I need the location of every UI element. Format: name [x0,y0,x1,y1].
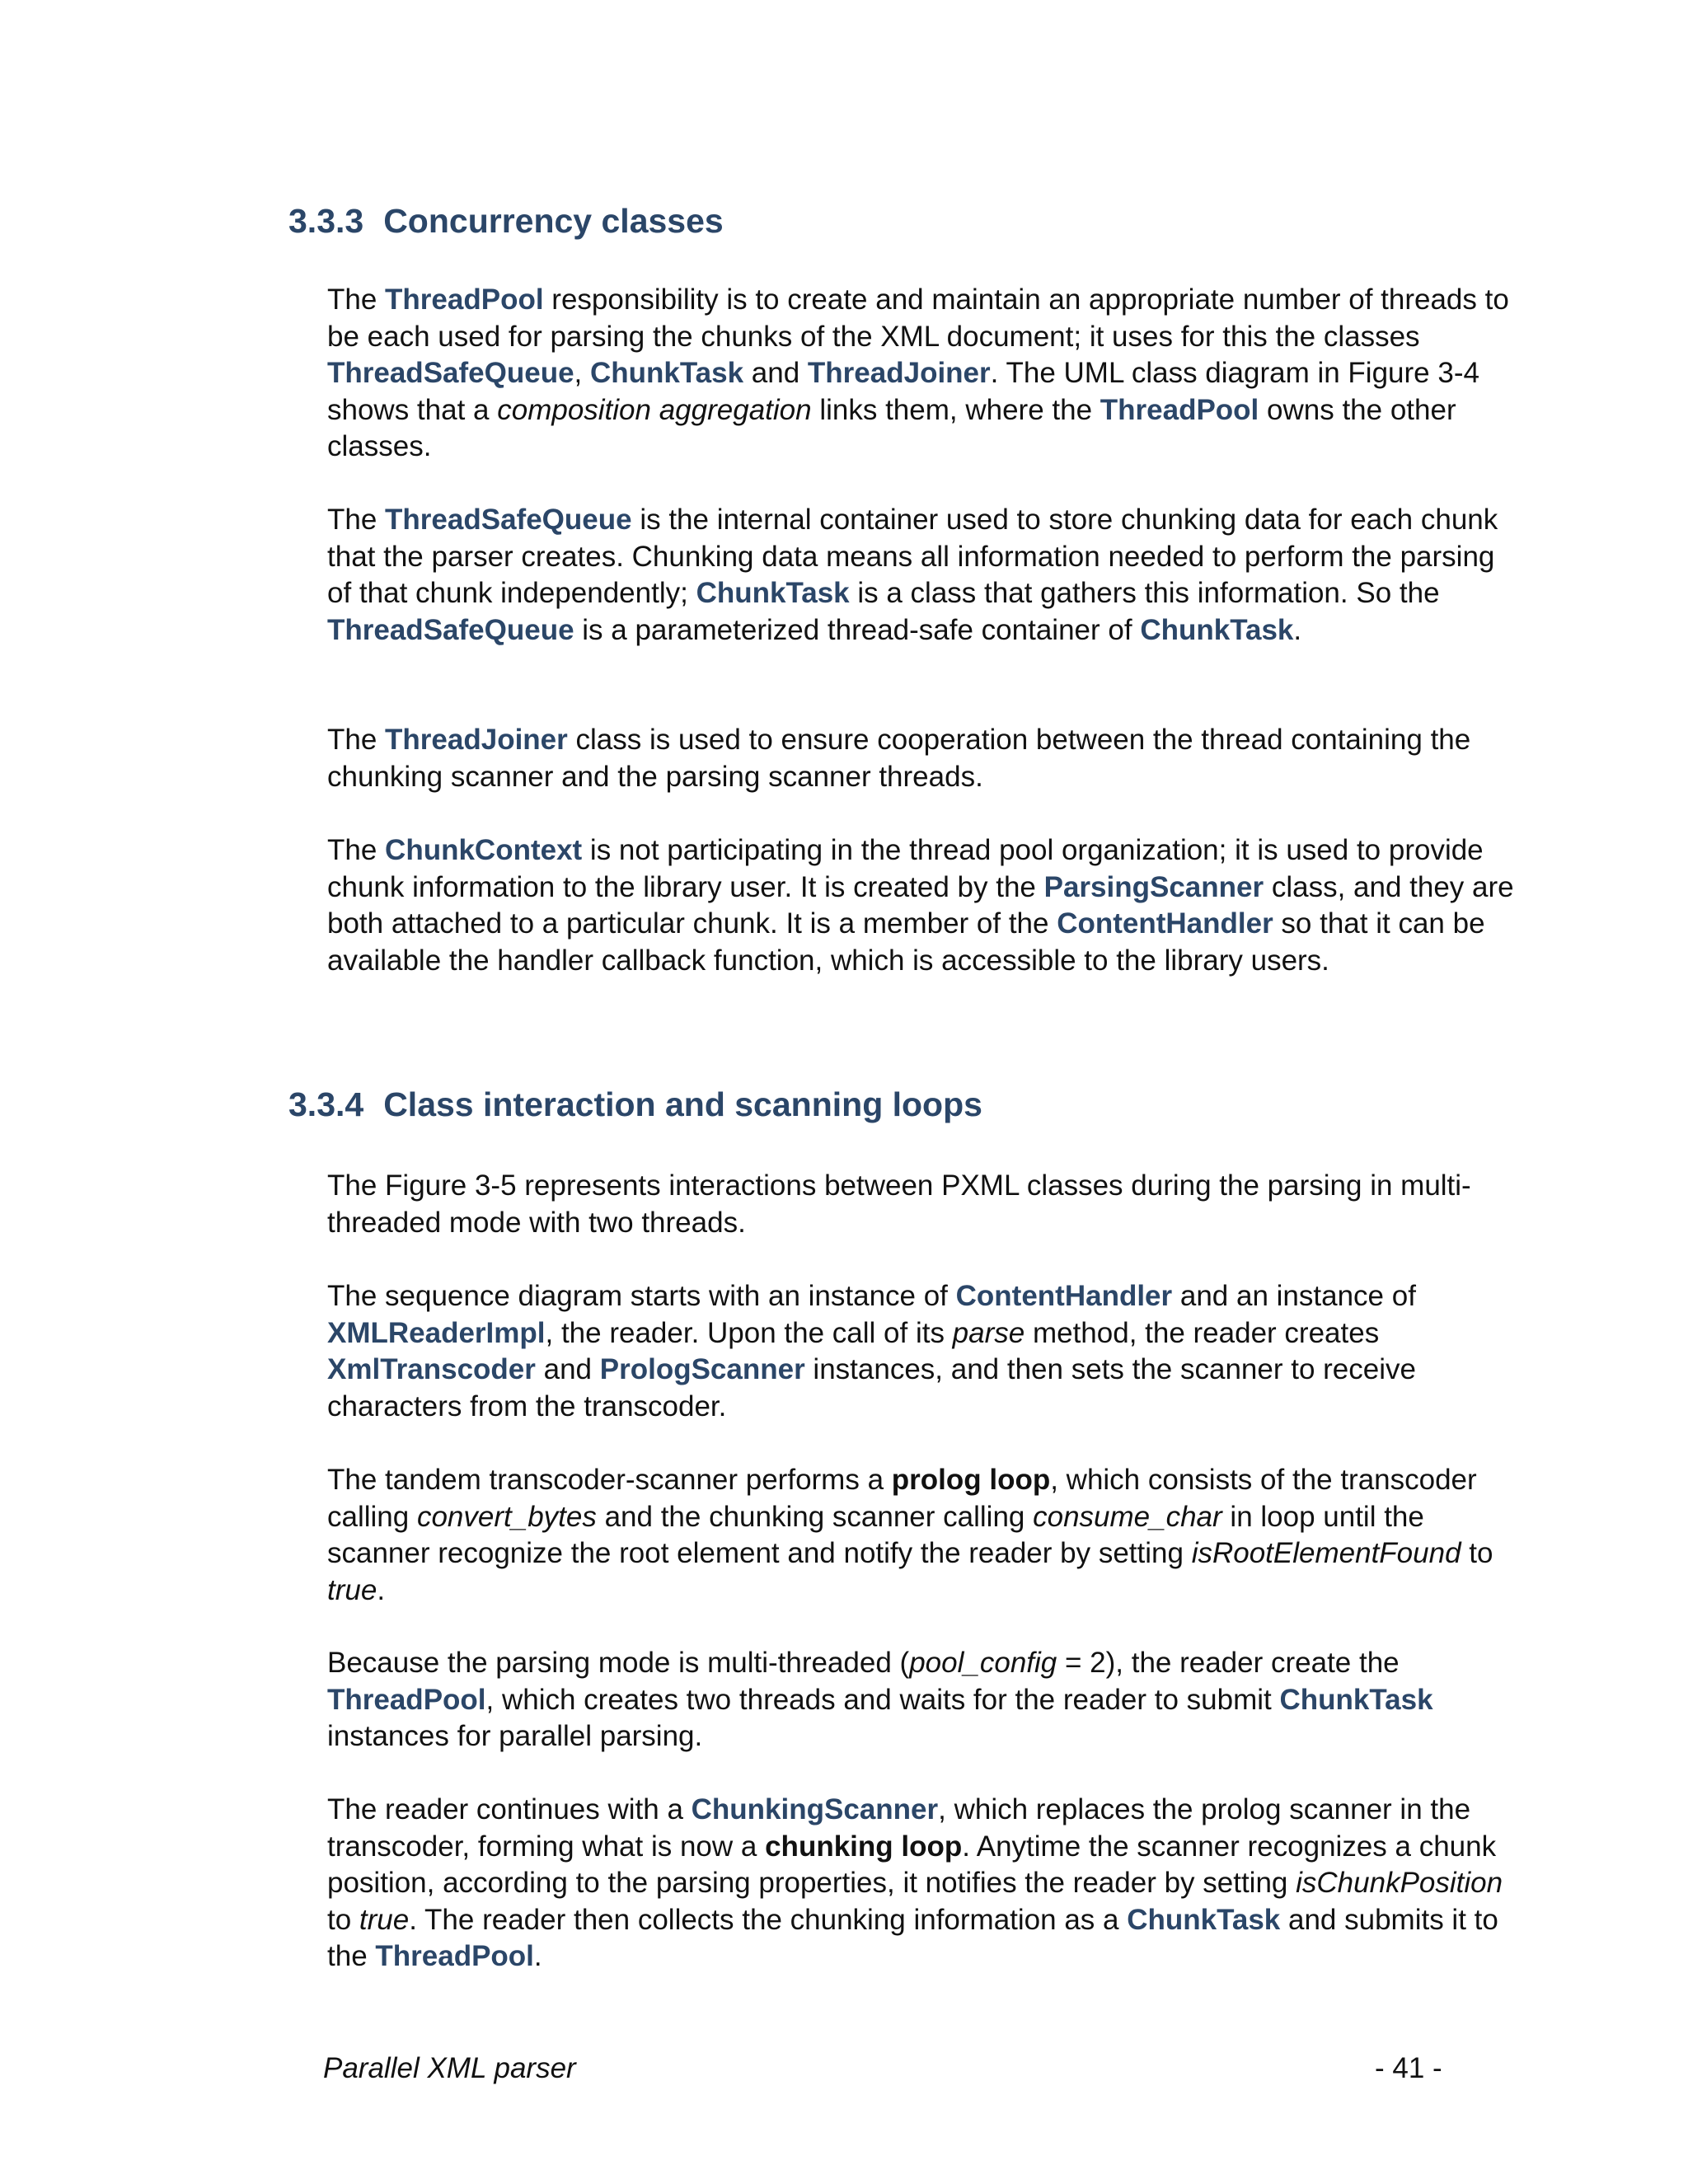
italic-term: true [327,1573,377,1606]
text-run: and submits it to the [327,1903,1498,1972]
class-name-threadpool: ThreadPool [385,284,544,316]
text-run: and [535,1353,600,1385]
text-run: links them, where the [811,393,1100,426]
bold-term: chunking loop [765,1830,963,1863]
text-run: Because the parsing mode is multi-threaded ( [327,1647,910,1679]
paragraph-chunking-loop [327,1792,1522,1975]
text-run: class, and they are both attached to a particular chunk. It is a member of the [327,870,1514,940]
text-run: , which creates two threads and waits for the reader to submit [485,1683,1280,1716]
text-run: The [327,724,386,756]
paragraph-sequence-diagram [327,1278,1522,1425]
text-run: The Figure 3-5 represents interactions between PXML classes during the parsing in multi-threaded mode with two threads. [327,1169,1471,1239]
text-run: is a class that gathers this information. So the [849,577,1440,609]
text-run: so that it can be available the handler callback function, which is accessible to the library users. [327,907,1485,977]
class-name-contenthandler: ContentHandler [1057,907,1273,940]
text-run: , which consists of the transcoder calling [327,1464,1477,1533]
paragraph-threadsafequeue [327,502,1522,649]
class-name-prologscanner: PrologScanner [599,1353,805,1385]
italic-term: consume_char [1033,1500,1222,1533]
class-name-chunktask: ChunkTask [590,357,744,389]
italic-term: isChunkPosition [1296,1867,1503,1899]
class-name-threadjoiner: ThreadJoiner [385,724,568,756]
text-run: The sequence diagram starts with an instance of [327,1280,956,1312]
class-name-xmltranscoder: XmlTranscoder [327,1353,536,1385]
text-run: The reader continues with a [327,1793,692,1825]
paragraph-threadpool [327,282,1522,466]
class-name-chunkcontext: ChunkContext [385,834,583,866]
text-run: The tandem transcoder-scanner performs a [327,1464,892,1496]
paragraph-chunkcontext [327,832,1522,979]
section-heading-concurrency-classes [288,204,724,238]
section-number: 3.3.3 [288,202,364,240]
class-name-contenthandler: ContentHandler [955,1280,1173,1312]
text-run: , [574,357,590,389]
class-name-chunktask: ChunkTask [1127,1903,1281,1936]
class-name-threadpool: ThreadPool [1100,393,1259,426]
text-run: . The reader then collects the chunking information as a [409,1903,1128,1936]
class-name-threadsafequeue: ThreadSafeQueue [327,357,574,389]
section-title: Class interaction and scanning loops [383,1085,982,1123]
section-number: 3.3.4 [288,1085,364,1123]
text-run: is the internal container used to store chunking data for each chunk that the parser creates. Chunking data means all information needed to perform the parsing of that chunk independently; [327,504,1498,609]
italic-term: parse [952,1316,1025,1349]
text-run: The [327,834,386,866]
class-name-chunkingscanner: ChunkingScanner [691,1793,939,1825]
text-run: . [1293,613,1302,646]
class-name-threadpool: ThreadPool [327,1683,486,1716]
italic-term: convert_bytes [416,1500,597,1533]
text-run: owns the other classes. [327,393,1456,462]
italic-term: pool_config [909,1647,1057,1679]
section-heading-class-interaction [288,1085,982,1123]
class-name-chunktask: ChunkTask [1279,1683,1433,1716]
italic-term: true [359,1903,410,1936]
text-run: and an instance of [1172,1280,1416,1312]
section-title: Concurrency classes [383,202,724,240]
text-run: = 2), the reader create the [1057,1647,1400,1679]
text-run: . [533,1940,542,1972]
text-run: . [377,1573,386,1606]
class-name-chunktask: ChunkTask [696,577,850,609]
text-run: responsibility is to create and maintain an appropriate number of threads to be each used for parsing the chunks of the XML document; it uses for this the classes [327,284,1509,353]
text-run: to [327,1903,359,1936]
paragraph-figure-3-5 [327,1168,1522,1241]
paragraph-multi-threaded [327,1645,1522,1755]
class-name-parsingscanner: ParsingScanner [1043,870,1264,903]
text-run: , the reader. Upon the call of its [545,1316,953,1349]
italic-term: composition aggregation [497,393,812,426]
text-run: instances, and then sets the scanner to receive characters from the transcoder. [327,1353,1416,1422]
class-name-xmlreaderimpl: XMLReaderImpl [327,1316,546,1349]
text-run: is a parameterized thread-safe container of [574,613,1141,646]
text-run: . The UML class diagram in Figure 3-4 shows that a [327,357,1479,426]
text-run: to [1461,1537,1493,1569]
footer-page-number: - 41 - [1375,2052,1442,2084]
class-name-threadsafequeue: ThreadSafeQueue [327,613,574,646]
text-run: in loop until the scanner recognize the root element and notify the reader by setting [327,1500,1424,1569]
class-name-chunktask: ChunkTask [1140,613,1294,646]
text-run: , which replaces the prolog scanner in the transcoder, forming what is now a [327,1793,1471,1863]
text-run: . Anytime the scanner recognizes a chunk position, according to the parsing properties, it notifies the reader by setting [327,1830,1497,1899]
text-run: class is used to ensure cooperation between the thread containing the chunking scanner and the parsing scanner threads. [327,724,1471,793]
text-run: The [327,504,386,536]
bold-term: prolog loop [891,1464,1051,1496]
text-run: is not participating in the thread pool organization; it is used to provide chunk information to the library user. It is created by the [327,834,1484,903]
class-name-threadsafequeue: ThreadSafeQueue [385,504,632,536]
paragraph-threadjoiner [327,722,1522,795]
class-name-threadjoiner: ThreadJoiner [807,357,991,389]
text-run: and [743,357,808,389]
paragraph-prolog-loop [327,1462,1522,1609]
text-run: The [327,284,386,316]
text-run: method, the reader creates [1025,1316,1380,1349]
text-run: instances for parallel parsing. [327,1720,703,1752]
class-name-threadpool: ThreadPool [375,1940,534,1972]
text-run: and the chunking scanner calling [596,1500,1034,1533]
italic-term: isRootElementFound [1191,1537,1461,1569]
footer-document-title: Parallel XML parser [323,2052,576,2084]
